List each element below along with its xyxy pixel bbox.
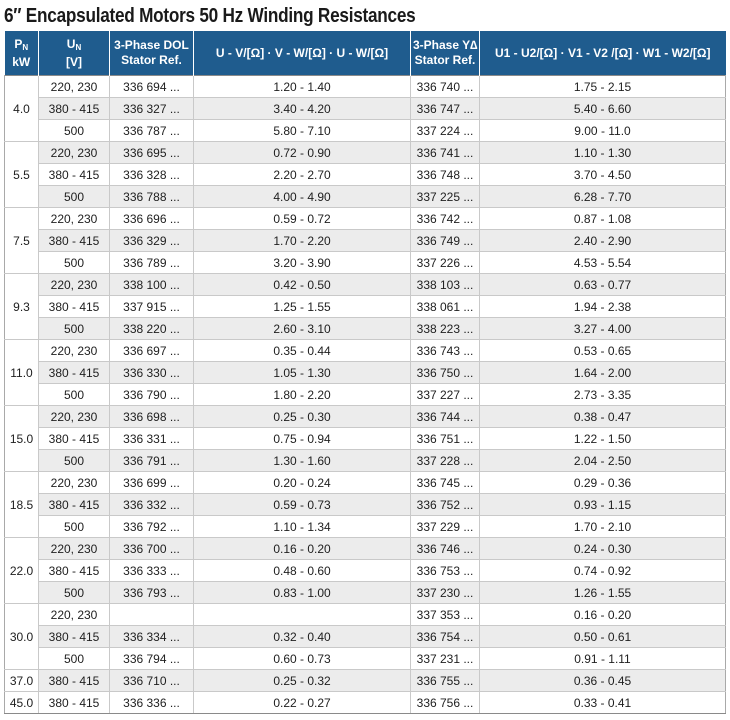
table-row — [5, 384, 726, 406]
yd-resistance-cell: 0.93 - 1.15 — [480, 494, 726, 516]
dol-stator-cell: 336 695 ... — [110, 142, 194, 164]
dol-resistance-cell — [194, 604, 411, 626]
voltage-cell: 380 - 415 — [39, 692, 110, 714]
dol-resistance-cell: 4.00 - 4.90 — [194, 186, 411, 208]
table-row — [5, 406, 726, 428]
dol-stator-cell: 336 697 ... — [110, 340, 194, 362]
header-voltage-subscript: N — [75, 42, 82, 52]
yd-stator-cell: 337 225 ... — [411, 186, 480, 208]
voltage-cell: 380 - 415 — [39, 670, 110, 692]
voltage-cell: 500 — [39, 450, 110, 472]
table-row — [5, 362, 726, 384]
dol-stator-cell: 336 793 ... — [110, 582, 194, 604]
yd-resistance-cell: 1.22 - 1.50 — [480, 428, 726, 450]
voltage-cell: 220, 230 — [39, 406, 110, 428]
dol-resistance-cell: 1.05 - 1.30 — [194, 362, 411, 384]
table-row — [5, 142, 726, 164]
voltage-cell: 380 - 415 — [39, 626, 110, 648]
dol-stator-cell: 336 698 ... — [110, 406, 194, 428]
header-dol-line1: 3-Phase DOL — [114, 38, 189, 52]
yd-stator-cell: 336 753 ... — [411, 560, 480, 582]
yd-resistance-cell: 0.53 - 0.65 — [480, 340, 726, 362]
yd-resistance-cell: 1.94 - 2.38 — [480, 296, 726, 318]
dol-stator-cell: 336 789 ... — [110, 252, 194, 274]
table-body — [5, 76, 726, 714]
yd-stator-cell: 336 750 ... — [411, 362, 480, 384]
yd-resistance-cell: 6.28 - 7.70 — [480, 186, 726, 208]
voltage-cell: 380 - 415 — [39, 362, 110, 384]
voltage-cell: 380 - 415 — [39, 164, 110, 186]
dol-stator-cell — [110, 604, 194, 626]
table-header — [5, 31, 726, 76]
yd-stator-cell: 338 103 ... — [411, 274, 480, 296]
dol-stator-cell: 337 915 ... — [110, 296, 194, 318]
table-row — [5, 494, 726, 516]
power-cell: 22.0 — [5, 538, 39, 604]
voltage-cell: 500 — [39, 384, 110, 406]
power-cell: 4.0 — [5, 76, 39, 142]
voltage-cell: 500 — [39, 252, 110, 274]
dol-stator-cell: 336 329 ... — [110, 230, 194, 252]
yd-resistance-cell: 4.53 - 5.54 — [480, 252, 726, 274]
dol-resistance-cell: 1.20 - 1.40 — [194, 76, 411, 98]
dol-resistance-cell: 0.22 - 0.27 — [194, 692, 411, 714]
yd-resistance-cell: 2.04 - 2.50 — [480, 450, 726, 472]
yd-stator-cell: 336 754 ... — [411, 626, 480, 648]
yd-stator-cell: 337 227 ... — [411, 384, 480, 406]
table-row — [5, 428, 726, 450]
dol-stator-cell: 336 333 ... — [110, 560, 194, 582]
voltage-cell: 500 — [39, 318, 110, 340]
voltage-cell: 380 - 415 — [39, 98, 110, 120]
page-title: 6″ Encapsulated Motors 50 Hz Winding Resistances — [4, 5, 416, 27]
yd-stator-cell: 336 741 ... — [411, 142, 480, 164]
header-power-unit: kW — [12, 54, 31, 69]
dol-resistance-cell: 3.40 - 4.20 — [194, 98, 411, 120]
yd-resistance-cell: 0.16 - 0.20 — [480, 604, 726, 626]
voltage-cell: 500 — [39, 516, 110, 538]
table-row — [5, 318, 726, 340]
table-row — [5, 76, 726, 98]
yd-resistance-cell: 1.70 - 2.10 — [480, 516, 726, 538]
dol-stator-cell: 336 787 ... — [110, 120, 194, 142]
table-row — [5, 626, 726, 648]
header-power — [5, 31, 39, 76]
dol-stator-cell: 336 328 ... — [110, 164, 194, 186]
dol-resistance-cell: 3.20 - 3.90 — [194, 252, 411, 274]
dol-resistance-cell: 0.83 - 1.00 — [194, 582, 411, 604]
power-cell: 5.5 — [5, 142, 39, 208]
header-dol-stator — [110, 31, 194, 76]
yd-stator-cell: 337 226 ... — [411, 252, 480, 274]
yd-stator-cell: 336 748 ... — [411, 164, 480, 186]
yd-stator-cell: 336 740 ... — [411, 76, 480, 98]
power-cell: 18.5 — [5, 472, 39, 538]
header-voltage-symbol: U — [66, 36, 76, 51]
header-voltage — [39, 31, 110, 76]
voltage-cell: 500 — [39, 582, 110, 604]
dol-resistance-cell: 0.25 - 0.32 — [194, 670, 411, 692]
dol-resistance-cell: 2.20 - 2.70 — [194, 164, 411, 186]
dol-resistance-cell: 0.32 - 0.40 — [194, 626, 411, 648]
dol-stator-cell: 336 334 ... — [110, 626, 194, 648]
yd-resistance-cell: 1.75 - 2.15 — [480, 76, 726, 98]
yd-resistance-cell: 9.00 - 11.0 — [480, 120, 726, 142]
voltage-cell: 380 - 415 — [39, 296, 110, 318]
voltage-cell: 220, 230 — [39, 142, 110, 164]
header-yd-line2: Stator Ref. — [414, 53, 476, 67]
dol-stator-cell: 336 792 ... — [110, 516, 194, 538]
dol-resistance-cell: 0.42 - 0.50 — [194, 274, 411, 296]
table-row — [5, 208, 726, 230]
yd-resistance-cell: 0.63 - 0.77 — [480, 274, 726, 296]
header-dol-resistance: U - V/[Ω] · V - W/[Ω] · U - W/[Ω] — [194, 31, 411, 76]
table-row — [5, 186, 726, 208]
voltage-cell: 220, 230 — [39, 538, 110, 560]
yd-resistance-cell: 0.36 - 0.45 — [480, 670, 726, 692]
yd-stator-cell: 337 230 ... — [411, 582, 480, 604]
header-power-subscript: N — [22, 42, 29, 52]
yd-stator-cell: 337 224 ... — [411, 120, 480, 142]
table-row — [5, 120, 726, 142]
table-row — [5, 230, 726, 252]
dol-stator-cell: 336 700 ... — [110, 538, 194, 560]
power-cell: 15.0 — [5, 406, 39, 472]
yd-stator-cell: 337 231 ... — [411, 648, 480, 670]
table-row — [5, 472, 726, 494]
header-yd-resistance: U1 - U2/[Ω] · V1 - V2 /[Ω] · W1 - W2/[Ω] — [480, 31, 726, 76]
dol-resistance-cell: 1.30 - 1.60 — [194, 450, 411, 472]
dol-stator-cell: 338 100 ... — [110, 274, 194, 296]
table-row — [5, 340, 726, 362]
dol-stator-cell: 336 699 ... — [110, 472, 194, 494]
dol-resistance-cell: 0.16 - 0.20 — [194, 538, 411, 560]
yd-stator-cell: 338 061 ... — [411, 296, 480, 318]
dol-resistance-cell: 0.25 - 0.30 — [194, 406, 411, 428]
dol-stator-cell: 336 331 ... — [110, 428, 194, 450]
yd-resistance-cell: 2.73 - 3.35 — [480, 384, 726, 406]
yd-resistance-cell: 0.33 - 0.41 — [480, 692, 726, 714]
dol-stator-cell: 336 788 ... — [110, 186, 194, 208]
dol-stator-cell: 336 694 ... — [110, 76, 194, 98]
yd-resistance-cell: 0.50 - 0.61 — [480, 626, 726, 648]
dol-stator-cell: 336 327 ... — [110, 98, 194, 120]
yd-resistance-cell: 3.27 - 4.00 — [480, 318, 726, 340]
voltage-cell: 220, 230 — [39, 208, 110, 230]
dol-resistance-cell: 0.48 - 0.60 — [194, 560, 411, 582]
power-cell: 9.3 — [5, 274, 39, 340]
yd-stator-cell: 336 755 ... — [411, 670, 480, 692]
winding-resistance-table — [4, 31, 726, 714]
table-row — [5, 252, 726, 274]
dol-resistance-cell: 0.59 - 0.73 — [194, 494, 411, 516]
header-yd-line1: 3-Phase Y∆ — [413, 38, 478, 52]
table-row — [5, 670, 726, 692]
dol-stator-cell: 336 330 ... — [110, 362, 194, 384]
yd-resistance-cell: 5.40 - 6.60 — [480, 98, 726, 120]
voltage-cell: 220, 230 — [39, 472, 110, 494]
yd-stator-cell: 336 752 ... — [411, 494, 480, 516]
header-yd-stator — [411, 31, 480, 76]
dol-stator-cell: 336 336 ... — [110, 692, 194, 714]
table-row — [5, 560, 726, 582]
yd-stator-cell: 336 747 ... — [411, 98, 480, 120]
voltage-cell: 380 - 415 — [39, 230, 110, 252]
yd-stator-cell: 336 743 ... — [411, 340, 480, 362]
yd-resistance-cell: 1.64 - 2.00 — [480, 362, 726, 384]
yd-stator-cell: 337 228 ... — [411, 450, 480, 472]
dol-stator-cell: 336 710 ... — [110, 670, 194, 692]
table-row — [5, 538, 726, 560]
dol-resistance-cell: 0.60 - 0.73 — [194, 648, 411, 670]
table-row — [5, 164, 726, 186]
yd-resistance-cell: 1.10 - 1.30 — [480, 142, 726, 164]
dol-stator-cell: 336 332 ... — [110, 494, 194, 516]
yd-stator-cell: 337 353 ... — [411, 604, 480, 626]
power-cell: 7.5 — [5, 208, 39, 274]
table-row — [5, 450, 726, 472]
yd-resistance-cell: 0.29 - 0.36 — [480, 472, 726, 494]
dol-resistance-cell: 0.35 - 0.44 — [194, 340, 411, 362]
dol-resistance-cell: 1.25 - 1.55 — [194, 296, 411, 318]
voltage-cell: 220, 230 — [39, 340, 110, 362]
yd-resistance-cell: 0.91 - 1.11 — [480, 648, 726, 670]
dol-resistance-cell: 0.59 - 0.72 — [194, 208, 411, 230]
voltage-cell: 380 - 415 — [39, 560, 110, 582]
voltage-cell: 380 - 415 — [39, 428, 110, 450]
dol-resistance-cell: 5.80 - 7.10 — [194, 120, 411, 142]
power-cell: 45.0 — [5, 692, 39, 714]
yd-stator-cell: 336 746 ... — [411, 538, 480, 560]
power-cell: 11.0 — [5, 340, 39, 406]
voltage-cell: 380 - 415 — [39, 494, 110, 516]
dol-stator-cell: 336 791 ... — [110, 450, 194, 472]
table-row — [5, 296, 726, 318]
table-row — [5, 648, 726, 670]
header-dol-line2: Stator Ref. — [121, 53, 182, 67]
table-row — [5, 604, 726, 626]
yd-resistance-cell: 0.74 - 0.92 — [480, 560, 726, 582]
yd-stator-cell: 336 742 ... — [411, 208, 480, 230]
yd-stator-cell: 336 749 ... — [411, 230, 480, 252]
yd-stator-cell: 336 744 ... — [411, 406, 480, 428]
header-voltage-unit: [V] — [66, 54, 82, 69]
yd-resistance-cell: 3.70 - 4.50 — [480, 164, 726, 186]
power-cell: 30.0 — [5, 604, 39, 670]
table-row — [5, 516, 726, 538]
table-row — [5, 98, 726, 120]
yd-stator-cell: 336 745 ... — [411, 472, 480, 494]
table-row — [5, 692, 726, 714]
voltage-cell: 220, 230 — [39, 274, 110, 296]
dol-resistance-cell: 1.80 - 2.20 — [194, 384, 411, 406]
yd-stator-cell: 336 756 ... — [411, 692, 480, 714]
dol-resistance-cell: 0.72 - 0.90 — [194, 142, 411, 164]
yd-resistance-cell: 1.26 - 1.55 — [480, 582, 726, 604]
dol-stator-cell: 338 220 ... — [110, 318, 194, 340]
dol-stator-cell: 336 794 ... — [110, 648, 194, 670]
dol-resistance-cell: 1.10 - 1.34 — [194, 516, 411, 538]
voltage-cell: 220, 230 — [39, 76, 110, 98]
yd-stator-cell: 336 751 ... — [411, 428, 480, 450]
yd-stator-cell: 338 223 ... — [411, 318, 480, 340]
voltage-cell: 500 — [39, 648, 110, 670]
voltage-cell: 220, 230 — [39, 604, 110, 626]
yd-resistance-cell: 0.24 - 0.30 — [480, 538, 726, 560]
voltage-cell: 500 — [39, 120, 110, 142]
dol-stator-cell: 336 696 ... — [110, 208, 194, 230]
dol-stator-cell: 336 790 ... — [110, 384, 194, 406]
dol-resistance-cell: 0.75 - 0.94 — [194, 428, 411, 450]
dol-resistance-cell: 0.20 - 0.24 — [194, 472, 411, 494]
table-row — [5, 274, 726, 296]
voltage-cell: 500 — [39, 186, 110, 208]
dol-resistance-cell: 2.60 - 3.10 — [194, 318, 411, 340]
yd-stator-cell: 337 229 ... — [411, 516, 480, 538]
dol-resistance-cell: 1.70 - 2.20 — [194, 230, 411, 252]
yd-resistance-cell: 0.87 - 1.08 — [480, 208, 726, 230]
yd-resistance-cell: 0.38 - 0.47 — [480, 406, 726, 428]
table-row — [5, 582, 726, 604]
header-power-symbol: P — [14, 36, 23, 51]
power-cell: 37.0 — [5, 670, 39, 692]
yd-resistance-cell: 2.40 - 2.90 — [480, 230, 726, 252]
